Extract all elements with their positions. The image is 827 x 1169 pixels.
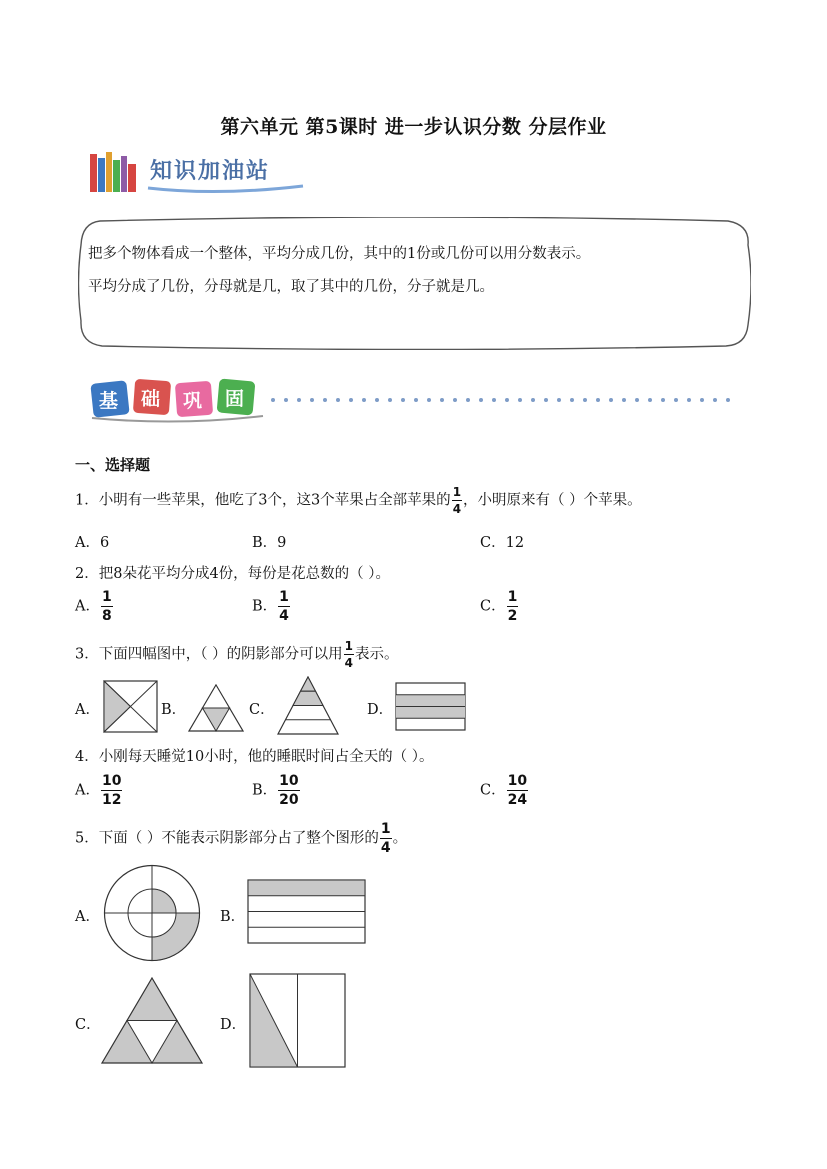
q3-label-a[interactable]: A． [75, 702, 100, 718]
q3-figure-a[interactable] [103, 680, 159, 734]
fraction-denominator: 4 [279, 608, 289, 624]
fraction-numerator: 10 [279, 773, 299, 789]
question-1-text-before: 1．小明有一些苹果，他吃了3个，这3个苹果占全部苹果的 [75, 492, 451, 509]
question-5-fraction [380, 822, 392, 855]
q3-figure-d[interactable] [395, 682, 467, 732]
q2-option-b[interactable] [252, 590, 291, 623]
option-fraction [507, 774, 528, 807]
fraction-denominator: 12 [101, 792, 122, 808]
question-3-fraction [344, 640, 354, 669]
fraction-numerator: 10 [101, 773, 122, 789]
section-title: 一、选择题 [75, 456, 151, 474]
q3-label-d[interactable]: D． [367, 702, 394, 718]
basic-tile-3: 巩 [183, 390, 203, 412]
q3-figure-c[interactable] [277, 676, 339, 736]
option-fraction [507, 590, 519, 623]
option-label: B． [252, 598, 278, 615]
fraction-numerator: 1 [452, 485, 462, 499]
question-3-text-before: 3．下面四幅图中，（ ）的阴影部分可以用 [75, 646, 343, 663]
fraction-numerator: 1 [507, 589, 518, 605]
question-3 [75, 640, 398, 669]
fraction-numerator: 10 [507, 773, 528, 789]
question-4: 4．小刚每天睡觉10小时，他的睡眠时间占全天的（ ）。 [75, 749, 434, 765]
question-5-text-after: 。 [392, 830, 408, 847]
q1-option-b[interactable]: B．9 [252, 535, 287, 551]
basic-tile-1: 基 [99, 390, 119, 412]
knowledge-line-2: 平均分成了几份，分母就是几，取了其中的几份，分子就是几。 [88, 279, 494, 295]
q1-option-a[interactable]: A．6 [75, 535, 110, 551]
banner-dots [271, 398, 730, 402]
q3-label-b[interactable]: B． [161, 702, 187, 718]
fraction-denominator: 4 [344, 656, 353, 670]
q5-figure-b[interactable] [247, 879, 367, 945]
fraction-denominator: 20 [279, 792, 299, 808]
page-title: 第六单元 第5课时 进一步认识分数 分层作业 [220, 116, 607, 138]
option-label: A． [75, 782, 100, 799]
basic-tile-4: 固 [225, 388, 245, 410]
fraction-numerator: 1 [101, 589, 112, 605]
knowledge-banner [88, 148, 313, 198]
q4-option-b[interactable] [252, 774, 301, 807]
q5-label-a[interactable]: A． [75, 909, 100, 925]
q3-label-c[interactable]: C． [249, 702, 275, 718]
option-fraction [101, 590, 113, 623]
option-label: C． [480, 782, 506, 799]
fraction-denominator: 2 [507, 608, 518, 624]
fraction-denominator: 4 [452, 502, 462, 516]
option-label: B． [252, 782, 278, 799]
q5-label-c[interactable]: C． [75, 1017, 101, 1033]
q2-option-c[interactable] [480, 590, 519, 623]
question-5-text-before: 5．下面（ ）不能表示阴影部分占了整个图形的 [75, 830, 379, 847]
fraction-denominator: 24 [507, 792, 528, 808]
q5-label-b[interactable]: B． [220, 909, 246, 925]
knowledge-banner-label: 知识加油站 [150, 159, 271, 184]
q1-option-c[interactable]: C．12 [480, 535, 525, 551]
fraction-denominator: 4 [380, 840, 391, 856]
q5-label-d[interactable]: D． [220, 1017, 247, 1033]
fraction-numerator: 1 [279, 589, 289, 605]
knowledge-line-1: 把多个物体看成一个整体，平均分成几份，其中的1份或几份可以用分数表示。 [88, 246, 591, 262]
option-fraction [278, 590, 290, 623]
q4-option-a[interactable] [75, 774, 123, 807]
q5-figure-c[interactable] [101, 977, 203, 1065]
q2-option-a[interactable] [75, 590, 114, 623]
fraction-denominator: 8 [101, 608, 112, 624]
question-1-text-after: ，小明原来有（ ）个苹果。 [463, 492, 642, 509]
basic-banner [88, 376, 738, 424]
question-1-fraction [452, 486, 462, 515]
q3-figure-b[interactable] [188, 684, 244, 732]
q5-figure-d[interactable] [249, 973, 347, 1069]
option-fraction [101, 774, 122, 807]
basic-tile-2: 础 [141, 388, 161, 410]
q4-option-c[interactable] [480, 774, 529, 807]
option-label: A． [75, 598, 100, 615]
question-2: 2．把8朵花平均分成4份，每份是花总数的（ ）。 [75, 566, 391, 582]
option-fraction [278, 774, 299, 807]
fraction-numerator: 1 [344, 639, 353, 653]
question-3-text-after: 表示。 [354, 646, 399, 663]
fraction-numerator: 1 [380, 821, 391, 837]
question-1 [75, 486, 642, 515]
option-label: C． [480, 598, 506, 615]
q5-figure-a[interactable] [102, 864, 202, 962]
question-5 [75, 822, 407, 855]
